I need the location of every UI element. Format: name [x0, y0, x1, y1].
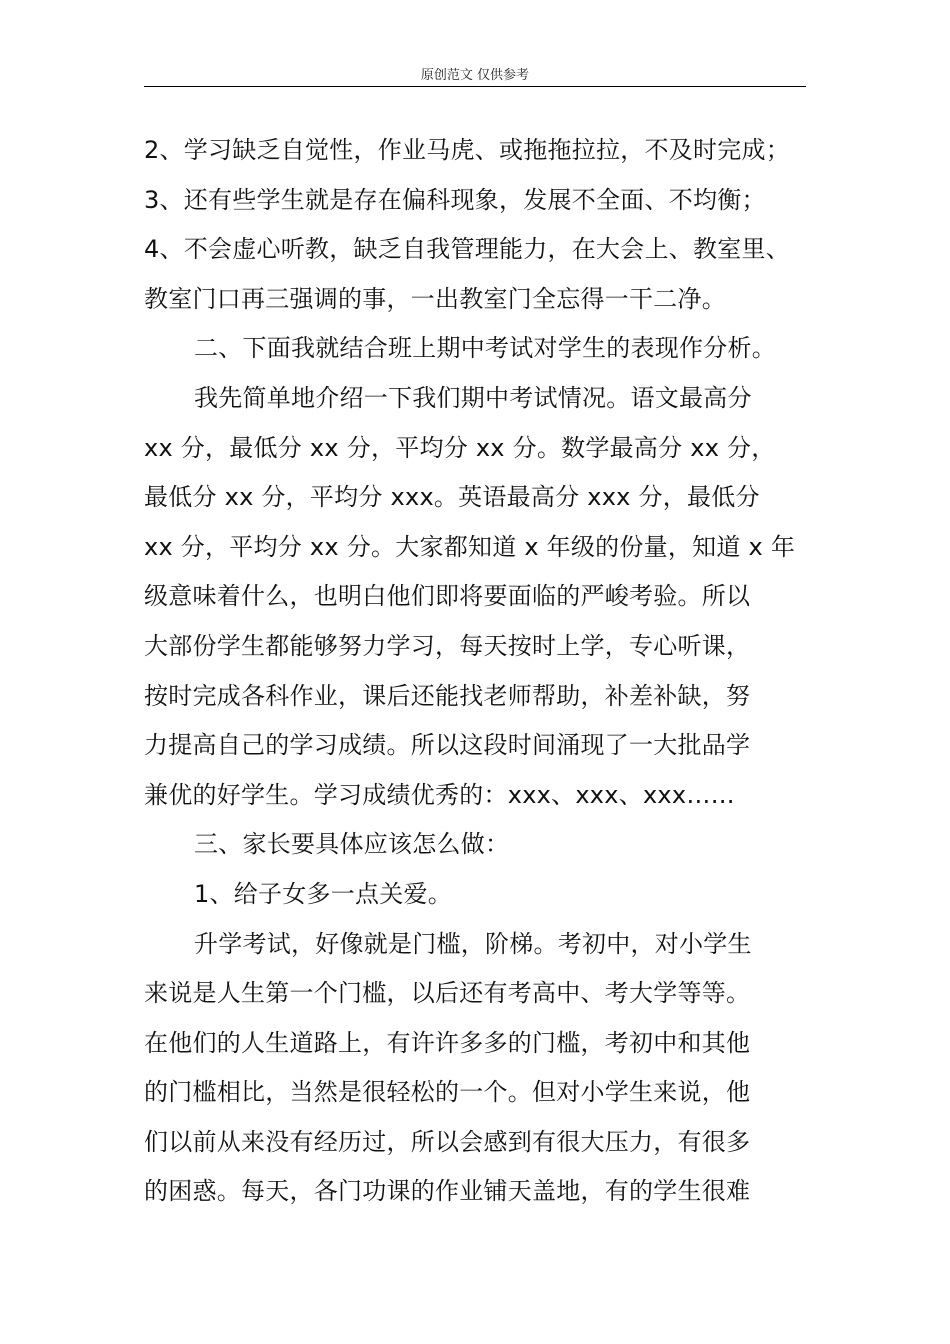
text-line: 级意味着什么，也明白他们即将要面临的严峻考验。所以 — [144, 582, 751, 611]
text-line: 3、还有些学生就是存在偏科现象，发展不全面、不均衡； — [144, 185, 766, 214]
text-line: 1、给子女多一点关爱。 — [194, 879, 453, 908]
text-line: 升学考试，好像就是门槛，阶梯。考初中，对小学生 — [194, 929, 752, 958]
text-line: 力提高自己的学习成绩。所以这段时间涌现了一大批品学 — [144, 731, 751, 760]
text-line: xx 分，平均分 xx 分。大家都知道 x 年级的份量，知道 x 年 — [144, 532, 796, 561]
text-line: 兼优的好学生。学习成绩优秀的：xxx、xxx、xxx…… — [144, 780, 735, 809]
text-line: 二、下面我就结合班上期中考试对学生的表现作分析。 — [194, 334, 776, 363]
text-line: 最低分 xx 分，平均分 xxx。英语最高分 xxx 分，最低分 — [144, 483, 760, 512]
text-line: 2、学习缺乏自觉性，作业马虎、或拖拖拉拉，不及时完成； — [144, 136, 791, 164]
text-line: 三、家长要具体应该怎么做： — [194, 830, 510, 859]
text-line: 4、不会虚心听教，缺乏自我管理能力，在大会上、教室里、 — [144, 235, 791, 264]
page-header: 原创范文 仅供参考 — [420, 68, 530, 83]
text-line: 大部份学生都能够努力学习，每天按时上学，专心听课， — [144, 631, 751, 660]
text-line: xx 分，最低分 xx 分，平均分 xx 分。数学最高分 xx 分， — [144, 433, 776, 462]
body-text — [144, 126, 806, 1217]
header-divider — [144, 86, 806, 87]
text-line: 的门槛相比，当然是很轻松的一个。但对小学生来说，他 — [144, 1078, 751, 1107]
text-line: 在他们的人生道路上，有许许多多的门槛，考初中和其他 — [144, 1028, 751, 1057]
text-line: 教室门口再三强调的事，一出教室门全忘得一干二净。 — [144, 284, 726, 313]
text-line: 我先简单地介绍一下我们期中考试情况。语文最高分 — [194, 383, 752, 412]
text-line: 们以前从来没有经历过，所以会感到有很大压力，有很多 — [144, 1127, 751, 1156]
text-line: 的困惑。每天，各门功课的作业铺天盖地，有的学生很难 — [144, 1177, 751, 1206]
text-line: 来说是人生第一个门槛，以后还有考高中、考大学等等。 — [144, 979, 751, 1008]
text-line: 按时完成各科作业，课后还能找老师帮助，补差补缺，努 — [144, 681, 751, 710]
